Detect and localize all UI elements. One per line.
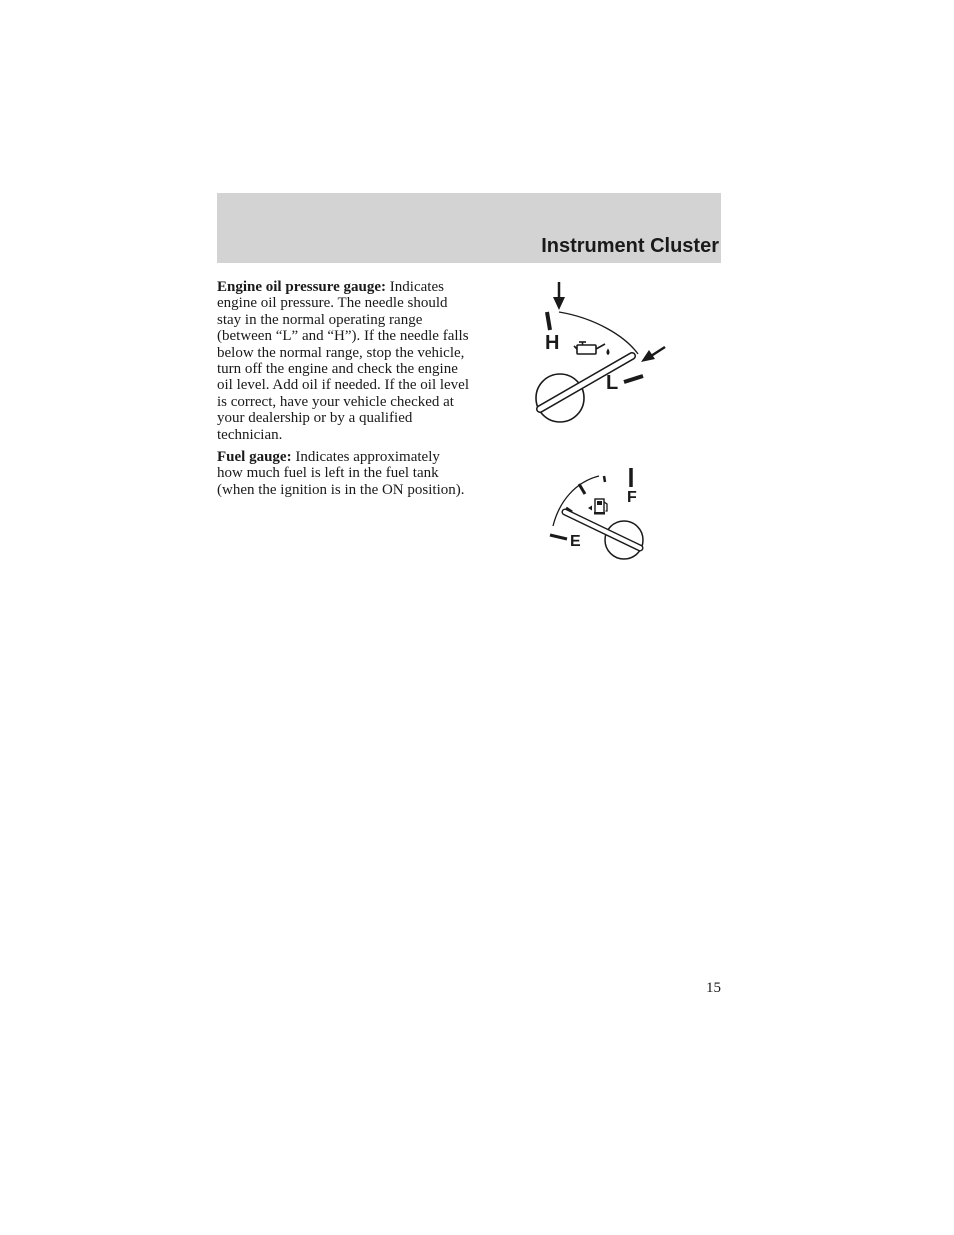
oil-can-icon [574, 342, 609, 354]
fuel-gauge-paragraph [217, 449, 469, 498]
fuel-gauge-description: Indicates approximately how much fuel is left in the fuel tank (when the ignition is in the ON position). [217, 449, 465, 498]
empty-label: E [570, 533, 581, 550]
low-label: L [606, 372, 619, 394]
fuel-gauge-illustration [545, 462, 647, 560]
section-title: Instrument Cluster [541, 235, 719, 257]
full-label: F [627, 489, 637, 506]
low-tick [624, 376, 643, 382]
body-text [217, 279, 469, 504]
high-tick [547, 312, 550, 330]
page-number: 15 [706, 980, 721, 996]
arrow-pointing-icon [641, 347, 665, 362]
arrow-down-icon [553, 282, 565, 310]
oil-gauge-paragraph [217, 279, 469, 443]
fuel-pump-icon [588, 499, 607, 515]
high-label: H [545, 332, 560, 354]
fuel-gauge-term: Fuel gauge: [217, 449, 292, 466]
oil-pressure-gauge-illustration [530, 278, 670, 428]
empty-tick [550, 535, 567, 539]
half-tick [579, 484, 585, 494]
oil-gauge-description: Indicates engine oil pressure. The needle should stay in the normal operating range (between “L” and “H”). If the needle falls below the normal range, stop the vehicle, turn off the engine and check the engine oil level. Add oil if needed. If the oil level is correct, have your vehicle checked at your dealership or by a qualified technician. [217, 279, 470, 443]
oil-gauge-term: Engine oil pressure gauge: [217, 279, 387, 295]
section-header-band [217, 193, 721, 263]
three-quarter-tick [604, 476, 605, 482]
